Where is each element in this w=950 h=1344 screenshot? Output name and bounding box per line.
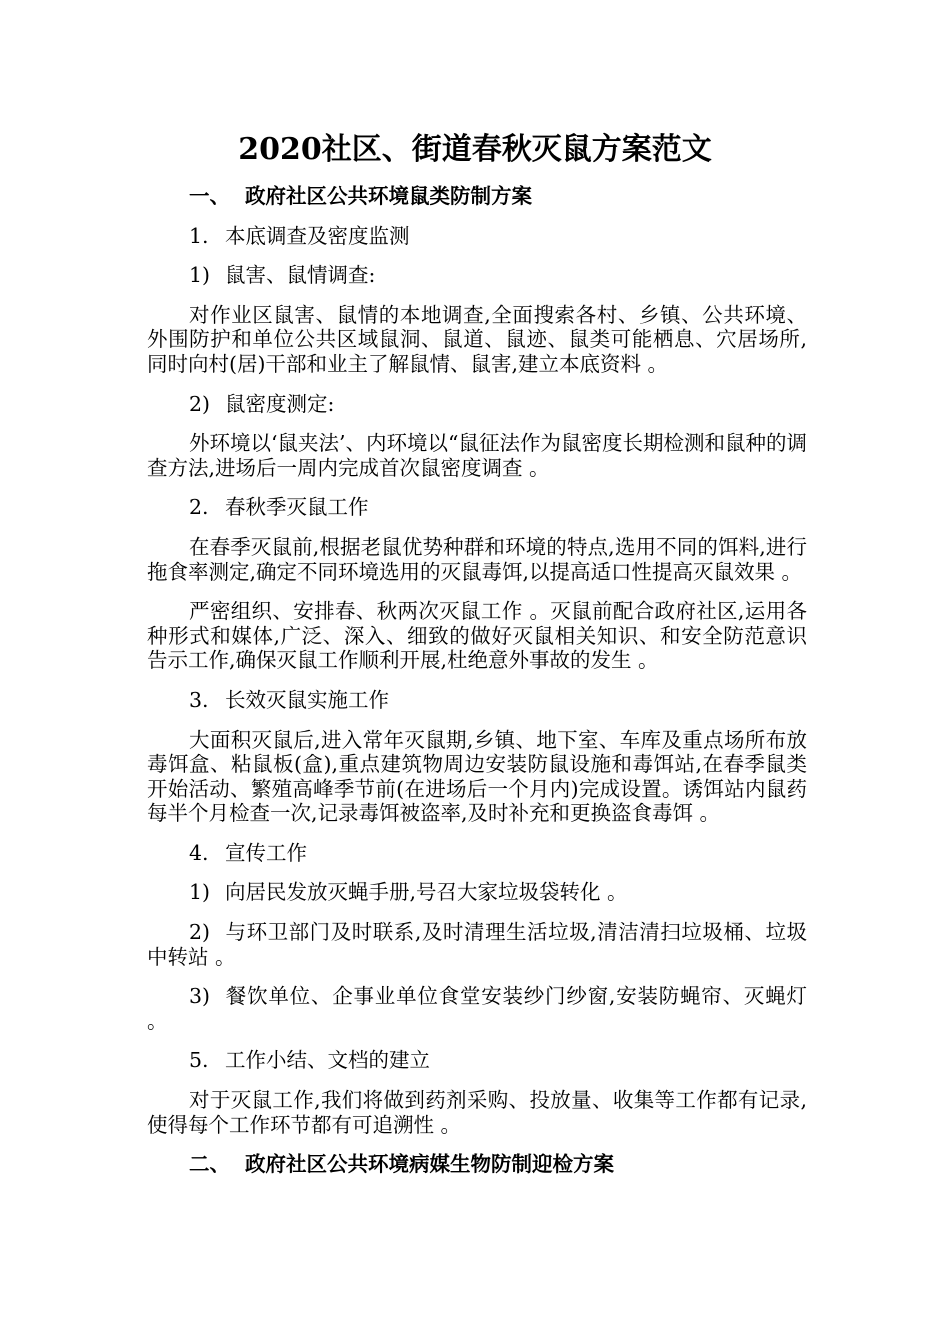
item-text: 鼠密度测定: <box>225 391 335 416</box>
paragraph: 对作业区鼠害、鼠情的本地调查,全面搜索各村、乡镇、公共环境、外围防护和单位公共区域鼠洞、鼠道、鼠迹、鼠类可能栖息、穴居场所,同时向村(居)干部和业主了解鼠情、鼠害,建立本底资料 。 <box>147 302 807 376</box>
list-item <box>147 224 807 249</box>
section-title: 政府社区公共环境鼠类防制方案 <box>245 184 532 208</box>
list-item <box>147 392 807 417</box>
item-text: 春秋季灭鼠工作 <box>225 495 369 520</box>
item-number: 4. <box>189 840 209 865</box>
list-item <box>147 880 807 905</box>
item-number: 2. <box>189 495 209 520</box>
list-item <box>147 1048 807 1073</box>
section-heading-1 <box>147 184 807 209</box>
paragraph: 在春季灭鼠前,根据老鼠优势种群和环境的特点,选用不同的饵料,进行拖食率测定,确定不同环境选用的灭鼠毒饵,以提高适口性提高灭鼠效果 。 <box>147 534 807 584</box>
item-number: 2) <box>189 391 211 416</box>
item-number: 5. <box>189 1048 209 1073</box>
item-text: 向居民发放灭蝇手册,号召大家垃圾袋转化 。 <box>225 880 628 905</box>
item-text: 餐饮单位、企事业单位食堂安装纱门纱窗,安装防蝇帘、灭蝇灯 。 <box>147 984 807 1033</box>
item-number: 1) <box>189 263 211 288</box>
item-number: 3. <box>189 687 209 712</box>
item-text: 与环卫部门及时联系,及时清理生活垃圾,清洁清扫垃圾桶、垃圾中转站 。 <box>147 920 807 969</box>
item-number: 1) <box>189 880 211 905</box>
item-text: 长效灭鼠实施工作 <box>225 687 389 712</box>
item-number: 3) <box>189 984 211 1009</box>
list-item <box>147 688 807 713</box>
section-number: 一、 <box>189 184 230 208</box>
list-item <box>147 984 807 1033</box>
section-number: 二、 <box>189 1152 230 1177</box>
list-item <box>147 920 807 969</box>
document-title: 2020社区、街道春秋灭鼠方案范文 <box>238 132 712 167</box>
item-number: 1. <box>189 223 209 248</box>
item-text: 工作小结、文档的建立 <box>225 1048 430 1073</box>
item-text: 鼠害、鼠情调查: <box>225 263 376 288</box>
paragraph: 严密组织、安排春、秋两次灭鼠工作 。灭鼠前配合政府社区,运用各种形式和媒体,广泛、深入、细致的做好灭鼠相关知识、和安全防范意识告示工作,确保灭鼠工作顺利开展,杜绝意外事故的发生 。 <box>147 599 807 673</box>
document-body <box>147 184 807 1177</box>
item-number: 2) <box>189 920 211 945</box>
paragraph: 外环境以‘鼠夹法’、内环境以“鼠征法作为鼠密度长期检测和鼠种的调查方法,进场后一周内完成首次鼠密度调查 。 <box>147 431 808 480</box>
paragraph: 对于灭鼠工作,我们将做到药剂采购、投放量、收集等工作都有记录,使得每个工作环节都有可追溯性 。 <box>147 1088 807 1137</box>
item-text: 宣传工作 <box>225 840 307 865</box>
list-item <box>147 841 807 866</box>
paragraph: 大面积灭鼠后,进入常年灭鼠期,乡镇、地下室、车库及重点场所布放毒饵盒、粘鼠板(盒),重点建筑物周边安装防鼠设施和毒饵站,在春季鼠类开始活动、繁殖高峰季节前(在进场后一个月内)完成设置。诱饵站内鼠药每半个月检查一次,记录毒饵被盗率,及时补充和更换盗食毒饵 。 <box>147 727 807 826</box>
list-item <box>147 495 807 520</box>
list-item <box>147 263 807 288</box>
section-heading-2 <box>147 1152 807 1177</box>
section-title: 政府社区公共环境病媒生物防制迎检方案 <box>245 1152 614 1177</box>
item-text: 本底调查及密度监测 <box>225 223 410 248</box>
